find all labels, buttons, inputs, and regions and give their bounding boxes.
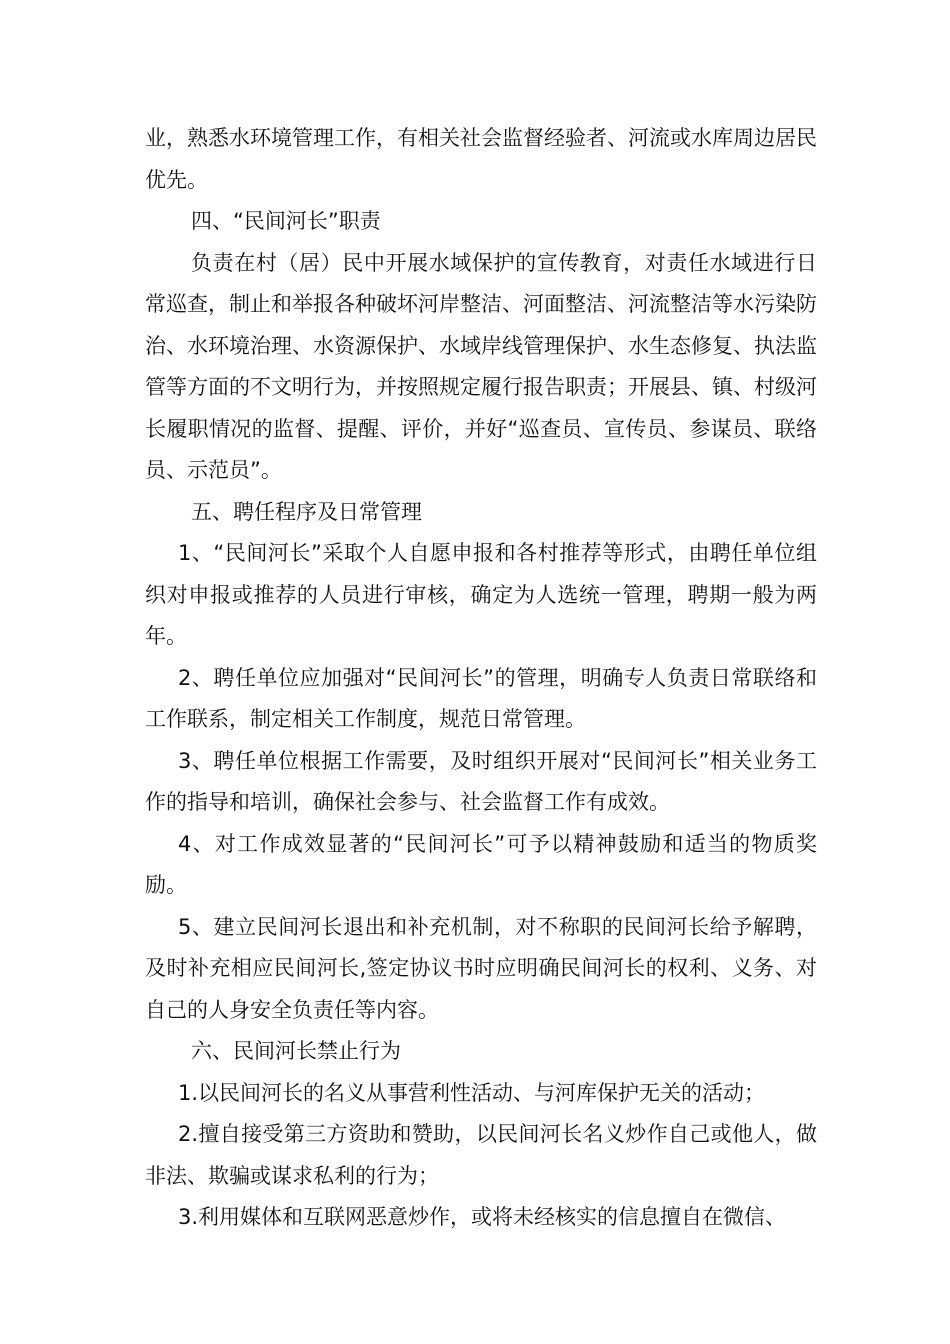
document-body (145, 118, 817, 1239)
section-heading-appointment: 五、聘任程序及日常管理 (191, 499, 422, 524)
list-item-prohibited-2: 2.擅自接受第三方资助和赞助，以民间河长名义炒作自己或他人，做非法、欺骗或谋求私利的行为； (145, 1122, 817, 1188)
list-item-appointment-4: 4、对工作成效显著的“民间河长”可予以精神鼓励和适当的物质奖励。 (145, 831, 817, 897)
list-item-appointment-3: 3、聘任单位根据工作需要，及时组织开展对“民间河长”相关业务工作的指导和培训，确保社会参与、社会监督工作有成效。 (145, 748, 817, 814)
list-item-prohibited-3: 3.利用媒体和互联网恶意炒作，或将未经核实的信息擅自在微信、 (178, 1205, 787, 1229)
list-item-prohibited-1: 1.以民间河长的名义从事营利性活动、与河库保护无关的活动； (178, 1080, 766, 1105)
list-item-appointment-1: 1、“民间河长”采取个人自愿申报和各村推荐等形式，由聘任单位组织对申报或推荐的人员进行审核，确定为人选统一管理，聘期一般为两年。 (145, 541, 817, 648)
section-heading-duties: 四、“民间河长”职责 (191, 209, 381, 233)
list-item-appointment-2: 2、聘任单位应加强对“民间河长”的管理，明确专人负责日常联络和工作联系，制定相关工作制度，规范日常管理。 (145, 665, 817, 731)
paragraph-duties: 负责在村（居）民中开展水域保护的宣传教育，对责任水域进行日常巡查，制止和举报各种破坏河岸整洁、河面整洁、河流整洁等水污染防治、水环境治理、水资源保护、水域岸线管理保护、水生态修复、执法监管等方面的不文明行为，并按照规定履行报告职责；开展县、镇、村级河长履职情况的监督、提醒、评价，并好“巡查员、宣传员、参谋员、联络员、示范员”。 (145, 250, 817, 482)
paragraph-continuation: 业，熟悉水环境管理工作，有相关社会监督经验者、河流或水库周边居民优先。 (145, 126, 817, 192)
list-item-appointment-5: 5、建立民间河长退出和补充机制，对不称职的民间河长给予解聘，及时补充相应民间河长,签定协议书时应明确民间河长的权利、义务、对自己的人身安全负责任等内容。 (145, 914, 817, 1022)
section-heading-prohibited: 六、民间河长禁止行为 (191, 1039, 401, 1063)
